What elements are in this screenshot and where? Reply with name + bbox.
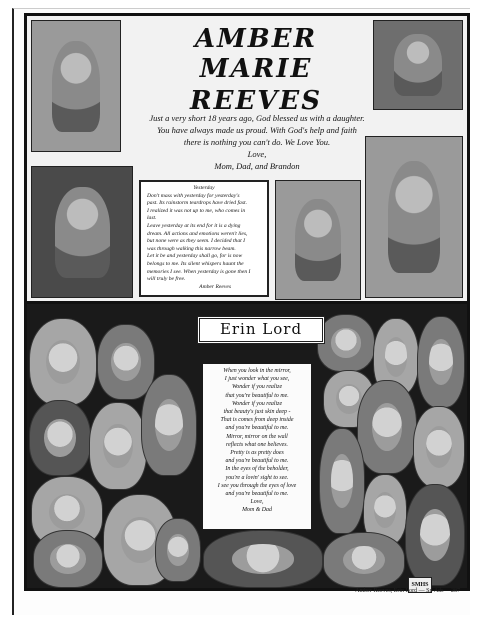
photo-amber-child-portrait — [275, 180, 361, 300]
poem-line: That is comes from deep inside — [220, 417, 294, 424]
amber-title — [135, 24, 377, 118]
poem-line: and you're beautiful to me. — [225, 491, 289, 498]
cutout-photo — [405, 484, 465, 586]
poem-line: that beauty's just skin deep - — [223, 409, 291, 416]
poem-line: I just wonder what you see, — [224, 376, 290, 383]
photo-amber-majorette — [365, 136, 463, 298]
page-number: 287 — [451, 588, 460, 594]
erin-poem — [203, 364, 311, 529]
footer-caption: Amber Reeves, Erin Lord — Sr. Ads — [355, 588, 444, 594]
poem-line: that you're beautiful to me. — [225, 392, 289, 399]
amber-ad-frame — [24, 13, 470, 305]
poem-line: was through walking this narrow beam. — [147, 245, 236, 252]
poem-line: past. Its rainstorm teardrops have dried fast. — [147, 200, 247, 207]
poem-line: Wonder if you realize — [231, 384, 283, 391]
poem-title: Yesterday — [193, 185, 215, 191]
poem-line: and you're beautiful to me. — [225, 425, 289, 432]
poem-line: When you look in the mirror, — [223, 368, 291, 374]
poem-author: Amber Reeves — [199, 283, 231, 290]
poem-line: you're a lovin' sight to see. — [225, 474, 289, 481]
cutout-photo — [323, 532, 405, 588]
poem-line: reflects what one believes. — [226, 441, 288, 448]
poem-line: Let it be and yesterday shall go, for is now — [147, 253, 243, 260]
cutout-photo — [141, 374, 197, 476]
poem-line: In the eyes of the beholder, — [225, 466, 289, 473]
yearbook-page — [12, 8, 470, 615]
cutout-photo — [155, 518, 201, 582]
dedication-line: You have always made us proud. With God's help and faith — [157, 125, 357, 135]
amber-title-line2: REEVES — [189, 86, 322, 116]
cutout-photo — [33, 530, 103, 588]
poem-line: I see you through the eyes of love — [217, 482, 297, 489]
amber-title-line1: AMBER MARIE — [194, 24, 318, 84]
photo-amber-senior-portrait — [31, 166, 133, 298]
poem-line: Mirror, mirror on the wall — [226, 433, 288, 440]
poem-line: Mom & Dad — [242, 507, 272, 514]
poem-line: belongs to me. Its silent whispers haunt the — [147, 260, 244, 267]
dedication-line: Mom, Dad, and Brandon — [214, 161, 300, 171]
cutout-photo-group — [203, 530, 323, 588]
cutout-photo — [357, 380, 417, 474]
dedication-line: there is nothing you can't do. We Love You. — [183, 137, 331, 147]
cutout-photo — [317, 314, 375, 372]
page-footer — [320, 588, 460, 594]
poem-line: last. — [147, 215, 157, 222]
photo-amber-toddler-costume — [31, 20, 121, 152]
poem-line: Pretty is as pretty does — [230, 450, 284, 457]
cutout-photo — [29, 318, 97, 406]
poem-line: Wonder if you realize — [231, 400, 283, 407]
dedication-line: Just a very short 18 years ago, God blessed us with a daughter. — [149, 113, 365, 123]
yearbook-logo-icon: SMHS — [408, 577, 432, 593]
erin-ad-frame — [24, 301, 470, 591]
poem-line: but none were as they seem. I decided that I — [147, 238, 245, 245]
poem-line: I realized it was not up to me, who comes in — [147, 207, 246, 214]
poem-line: Leave yesterday at its end for it is a dying — [147, 222, 241, 229]
cutout-photo — [89, 402, 147, 490]
poem-line: Love, — [250, 499, 264, 506]
cutout-photo — [417, 316, 465, 408]
poem-line: and you're beautiful to me. — [225, 458, 289, 465]
cutout-photo — [413, 406, 465, 488]
erin-title: Erin Lord — [197, 316, 325, 344]
cutout-photo — [97, 324, 155, 400]
poem-line: dream. All actions and emotions weren't lies, — [147, 230, 248, 237]
dedication-line: Love, — [247, 149, 267, 159]
amber-dedication — [139, 112, 375, 172]
poem-line: memories I see. When yesterday is gone then I — [147, 268, 251, 275]
yesterday-poem-box — [139, 180, 269, 297]
photo-amber-with-mother — [373, 20, 463, 110]
cutout-photo — [29, 400, 91, 476]
poem-line: will truly be free. — [147, 276, 186, 283]
poem-line: Don't mass with yesterday for yesterday's — [147, 192, 240, 199]
cutout-photo — [319, 428, 365, 534]
